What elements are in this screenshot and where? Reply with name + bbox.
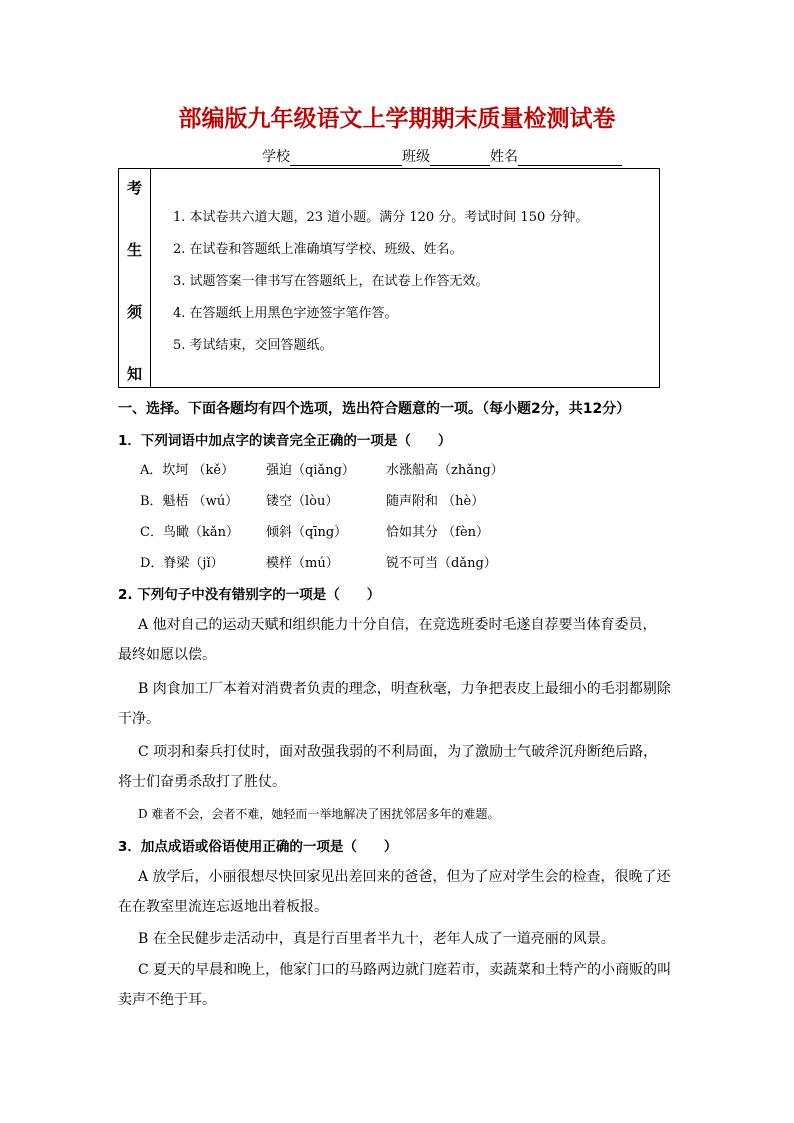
notice-label-char: 知: [126, 365, 142, 383]
notice-item: 2. 在试卷和答题纸上准确填写学校、班级、姓名。: [173, 242, 463, 257]
question-2-option-b: [118, 674, 678, 734]
option-line: 将士们奋勇杀敌打了胜仗。: [118, 774, 286, 790]
question-2-option-c: [118, 737, 678, 797]
notice-label-column: [119, 169, 151, 387]
student-info-line: [262, 146, 622, 166]
option-line: 最终如愿以偿。: [118, 647, 216, 663]
notice-list: [173, 209, 588, 369]
question-2-option-d: [118, 799, 678, 829]
notice-item: 5. 考试结束，交回答题纸。: [173, 338, 333, 353]
option-line: C 夏天的早晨和晚上，他家门口的马路两边就门庭若市，卖蔬菜和土特产的小商贩的叫: [138, 962, 672, 978]
option-line: 卖声不绝于耳。: [118, 992, 216, 1008]
option-line: D 难者不会，会者不难，她轻而一举地解决了困扰邻居多年的难题。: [138, 807, 500, 821]
option-line: A 他对自己的运动天赋和组织能力十分自信，在竞选班委时毛遂自荐要当体育委员，: [138, 617, 657, 633]
option-word: C．鸟瞰（kǎn）: [140, 525, 239, 540]
question-2-option-a: [118, 610, 678, 670]
option-word: 锐不可当（dǎng）: [386, 556, 497, 571]
question-2-stem: 2. 下列句子中没有错别字的一项是（ ）: [118, 587, 381, 603]
option-line: 干净。: [118, 711, 160, 727]
option-line: C 项羽和秦兵打仗时，面对敌强我弱的不利局面，为了激励士气破斧沉舟断绝后路，: [138, 744, 658, 760]
notice-label-char: 生: [126, 241, 142, 259]
notice-label-char: 考: [126, 179, 142, 197]
notice-item: 3. 试题答案一律书写在答题纸上，在试卷上作答无效。: [173, 274, 489, 289]
school-blank[interactable]: [290, 151, 402, 166]
class-blank[interactable]: [430, 151, 490, 166]
option-line: B 在全民健步走活动中，真是行百里者半九十，老年人成了一道亮丽的风景。: [138, 931, 615, 947]
name-label: 姓名: [490, 149, 518, 165]
option-word: 恰如其分 （fèn）: [386, 525, 490, 540]
option-line: A 放学后，小丽很想尽快回家见出差回来的爸爸，但为了应对学生会的检查，很晚了还: [138, 869, 671, 885]
option-line: 在在教室里流连忘返地出着板报。: [118, 899, 328, 915]
class-label: 班级: [402, 149, 430, 165]
option-word: D．脊梁（jǐ）: [140, 556, 224, 571]
question-1-stem: 1．下列词语中加点字的读音完全正确的一项是（ ）: [118, 433, 452, 449]
name-blank[interactable]: [518, 151, 622, 166]
option-word: B．魁梧 （wú）: [140, 494, 239, 509]
notice-item: 4. 在答题纸上用黑色字迹签字笔作答。: [173, 306, 398, 321]
notice-item: 1. 本试卷共六道大题，23 道小题。满分 120 分。考试时间 150 分钟。: [173, 210, 589, 225]
page-title: 部编版九年级语文上学期期末质量检测试卷: [178, 106, 616, 132]
question-3-option-a: [118, 862, 678, 922]
option-word: 模样（mú）: [266, 556, 339, 571]
option-word: 强迫（qiǎng）: [266, 463, 355, 478]
option-word: 镂空（lòu）: [266, 494, 339, 509]
notice-label-char: 须: [126, 303, 142, 321]
option-word: 倾斜（qīng）: [266, 525, 348, 540]
exam-notice-box: [118, 168, 660, 388]
question-3-option-c: [118, 955, 678, 1015]
question-3-option-b: [118, 924, 678, 954]
section-heading: 一、选择。下面各题均有四个选项，选出符合题意的一项。（每小题2分，共12分）: [118, 401, 631, 417]
option-word: 水涨船高（zhǎng）: [386, 463, 504, 478]
option-word: A．坎坷 （kě）: [140, 463, 235, 478]
question-3-stem: 3．加点成语或俗语使用正确的一项是（ ）: [118, 839, 398, 855]
option-line: B 肉食加工厂本着对消费者负责的理念，明查秋毫，力争把表皮上最细小的毛羽都剔除: [138, 681, 671, 697]
option-word: 随声附和 （hè）: [386, 494, 485, 509]
school-label: 学校: [262, 149, 290, 165]
